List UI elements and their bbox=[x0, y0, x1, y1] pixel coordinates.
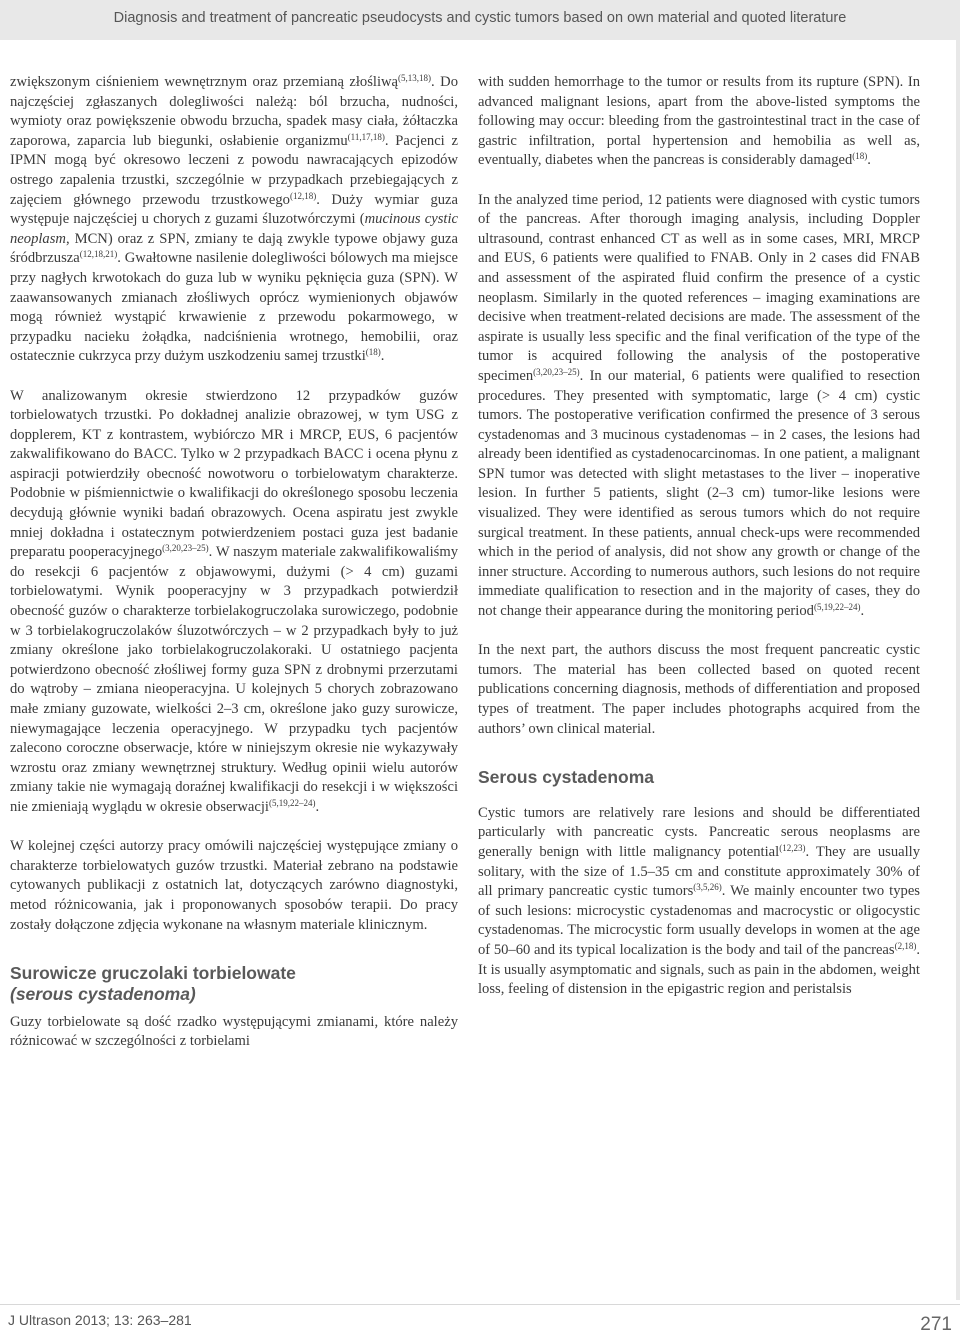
reference: (5,19,22–24) bbox=[268, 797, 316, 808]
paragraph bbox=[478, 191, 920, 622]
reference: (18) bbox=[365, 347, 381, 358]
italic-term: mucinous cystic neoplasm bbox=[10, 211, 458, 247]
paragraph bbox=[478, 73, 920, 171]
section-heading: Serous cystadenoma bbox=[478, 766, 655, 787]
text: . bbox=[860, 603, 865, 620]
paragraph bbox=[10, 73, 458, 367]
text: . They are usually solitary, with the size of 1.5–35 cm and constitute approximately 30% of all primary pancreatic cystic tumors bbox=[478, 843, 920, 900]
section-heading bbox=[10, 963, 458, 1005]
reference: (12,23) bbox=[779, 842, 806, 853]
journal-citation: J Ultrason 2013; 13: 263–281 bbox=[8, 1312, 192, 1328]
text: . Pacjenci z IPMN mogą być okresowo leczeni z powodu nawracających epizodów ostrego zapalenia trzustki, szczególnie w przypadkach przebiegających z zajęciem głównego przewodu trzustkowego bbox=[10, 132, 459, 208]
text: . Gwałtowne nasilenie dolegliwości bólowych ma miejsce przy nagłych krwotokach do guza lub w wyniku pęknięcia guza (SPN). W zaawansowanych zmianach złośliwych oprócz wymienionych objawów mogą również wystąpić krwawienie z przewodu pokarmowego, w przypadku nacieku żołądka, nadciśnienia wrotnego, hemobilii, oraz ostatecznie cukrzyca przy dużym uszkodzeniu samej trzustki bbox=[10, 250, 458, 365]
reference: (2,18) bbox=[894, 940, 917, 951]
left-column bbox=[10, 73, 458, 1052]
text: Cystic tumors are relatively rare lesions and should be differentiated particularly with pancreatic cysts. Pancreatic serous neoplasms are generally benign with little malignancy potential bbox=[478, 804, 920, 860]
reference: (3,20,23–25) bbox=[533, 366, 580, 377]
margin-bar bbox=[956, 40, 960, 1300]
heading-line: Surowicze gruczolaki torbielowate bbox=[10, 962, 296, 983]
reference: (5,13,18) bbox=[398, 73, 432, 83]
reference: (5,19,22–24) bbox=[813, 602, 861, 613]
text: . It is usually asymptomatic and signals, such as pain in the abdomen, weight loss, feeling of distension in the epigastric region and peristalsis bbox=[478, 941, 920, 998]
text: zwiększonym ciśnieniem wewnętrznym oraz przemianą złośliwą bbox=[10, 74, 399, 90]
text: . bbox=[315, 798, 320, 815]
reference: (3,20,23–25) bbox=[162, 543, 209, 554]
reference: (12,18,21) bbox=[79, 249, 118, 260]
text: . bbox=[380, 348, 385, 365]
paragraph: In the next part, the authors discuss the most frequent pancreatic cystic tumors. The material has been collected based on quoted recent publications concerning diagnosis, methods of differentiation and proposed types of treatment. The paper includes photographs acquired from the authors’ own clinical material. bbox=[478, 642, 920, 737]
heading-subtitle: (serous cystadenoma) bbox=[10, 983, 196, 1004]
footer-divider bbox=[0, 1304, 960, 1305]
text: , MCN) oraz z SPN, zmiany te dają zwykle typowe objawy guza śródbrzusza bbox=[10, 230, 458, 267]
running-title: Diagnosis and treatment of pancreatic pseudocysts and cystic tumors based on own material and quoted literature bbox=[113, 10, 847, 26]
right-column bbox=[478, 73, 920, 1000]
text: . Duży wymiar guza występuje najczęściej u chorych z guzami śluzotwórczymi ( bbox=[10, 191, 458, 228]
text: with sudden hemorrhage to the tumor or results from its rupture (SPN). In advanced malignant lesions, apart from the above-listed symptoms the following may occur: bleeding from the gastrointestinal tract in the case of gastric infiltration, portal hypertension and hemobilia as well as, eventually, diabetes when the pancreas is considerably damaged bbox=[478, 74, 920, 169]
reference: (18) bbox=[852, 151, 868, 162]
reference: (12,18) bbox=[289, 190, 317, 201]
text: . Do najczęściej zgłaszanych dolegliwości należą: ból brzucha, nudności, wymioty oraz powiększenie obwodu brzucha, spadek masy ciała, żółtaczka zaporowa, zaparcia lub biegunki, osłabienie organizmu bbox=[10, 74, 458, 149]
paragraph bbox=[478, 804, 920, 1000]
paragraph: Guzy torbielowate są dość rzadko występującymi zmianami, które należy różnicować w szczególności z torbielami bbox=[10, 1013, 458, 1050]
paragraph: W kolejnej części autorzy pracy omówili najczęściej występujące zmiany o charakterze torbielowatych guzów trzustki. Materiał zebrano na podstawie cytowanych publikacji z ostatnich lat, dotyczących zarówno diagnostyki, metod różnicowania, jak i proponowanych sposobów terapii. Do pracy zostały dołączone zdjęcia wykonane na własnym materiale klinicznym. bbox=[10, 838, 458, 933]
reference: (11,17,18) bbox=[347, 131, 385, 142]
text: In the analyzed time period, 12 patients were diagnosed with cystic tumors of the pancreas. After thorough imaging analysis, including Doppler ultrasound, contrast enhanced CT as well as in some cases, MRI, MRCP and EUS, 6 patients were qualified to FNAB. Only in 2 cases did FNAB and assessment of the aspirated fluid confirm the presence of a cystic neoplasm. Similarly in the quoted references – imaging examinations are decisive when treatment-related decisions are made. The assessment of the aspirate is usually less specific and the final verification of the type of the tumor is acquired following the analysis of the postoperative specimen bbox=[478, 191, 920, 384]
page-number: 271 bbox=[920, 1314, 952, 1335]
text: . We mainly encounter two types of such lesions: microcystic cystadenomas and macrocystic or oligocystic cystadenomas. The microcystic form usually develops in women at the age of 50–60 and its typical localization is the body and tail of the pancreas bbox=[478, 883, 920, 958]
reference: (3,5,26) bbox=[693, 882, 722, 893]
text: . bbox=[867, 152, 871, 169]
text: W analizowanym okresie stwierdzono 12 przypadków guzów torbielowatych trzustki. Po dokładnej analizie obrazowej, w tym USG z dopplerem, KT z kontrastem, wybiórczo MR i MRCP, EUS, 6 pacjentów zakwalifikowano do BACC. Tylko w 2 przypadkach BACC i ocena płynu z aspiracji potwierdziły obecność nowotworu o torbielowatym charakterze. Podobnie w piśmiennictwie o kwalifikacji do określonego sposobu leczenia decydują głównie wyniki badań obrazowych. Ocena aspiratu jest zwykle mniej dokładna i ostatecznym potwierdzeniem postaci guza jest badanie preparatu pooperacyjnego bbox=[10, 387, 458, 561]
paragraph bbox=[10, 387, 458, 818]
text: . In our material, 6 patients were qualified to resection procedures. They presented with symptomatic, large (> 4 cm) cystic tumors. The postoperative verification confirmed the presence of 3 serous cystadenomas and 3 mucinous cystadenomas – in 2 cases, the lesions had already been identified as cystadenocarcinomas. In one patient, a malignant SPN tumor was detected with slight metastases to the liver – inoperative lesion. In further 5 patients, slight (2–3 cm) tumor-like lesions were visualized. They were identified as serous tumors which do not require surgical treatment. In these patients, annual check-ups were recommended which in the period of analysis, did not show any growth or change of the inner structure. According to numerous authors, such lesions do not require immediate qualification to resection and in the majority of cases, they do not change their appearance during the monitoring period bbox=[478, 367, 920, 620]
text: . W naszym materiale zakwalifikowaliśmy do resekcji 6 pacjentów z objawowymi, dużymi (> 4 cm) guzami torbielowatymi. Wynik pooperacyjny w 3 przypadkach potwierdził obecność guzów o charakterze torbielakogruczolaka surowiczego, podobnie w 3 torbielakogruczolaków śluzotwórczych – w 2 przypadkach były to już zmiany określone jako torbielakogruczolakoraki. U ostatniego pacjenta potwierdzono obecność złośliwej formy guza SPN z drobnymi przerzutami do wątroby – zmiana nieoperacyjna. U kolejnych 5 chorych zobrazowano małe zmiany guzowate, wielkości 2–3 cm, określone jako guzy surowicze, niewymagające leczenia operacyjnego. W przypadku tych pacjentów zalecono coroczne obserwacje, które w niniejszym okresie nie wykazywały wzrostu oraz zmiany wewnętrznej struktury. Według opinii wielu autorów zmiany takie nie wymagają doraźnej kwalifikacji do resekcji i w większości nie zmieniają wyglądu w okresie obserwacji bbox=[10, 544, 458, 815]
